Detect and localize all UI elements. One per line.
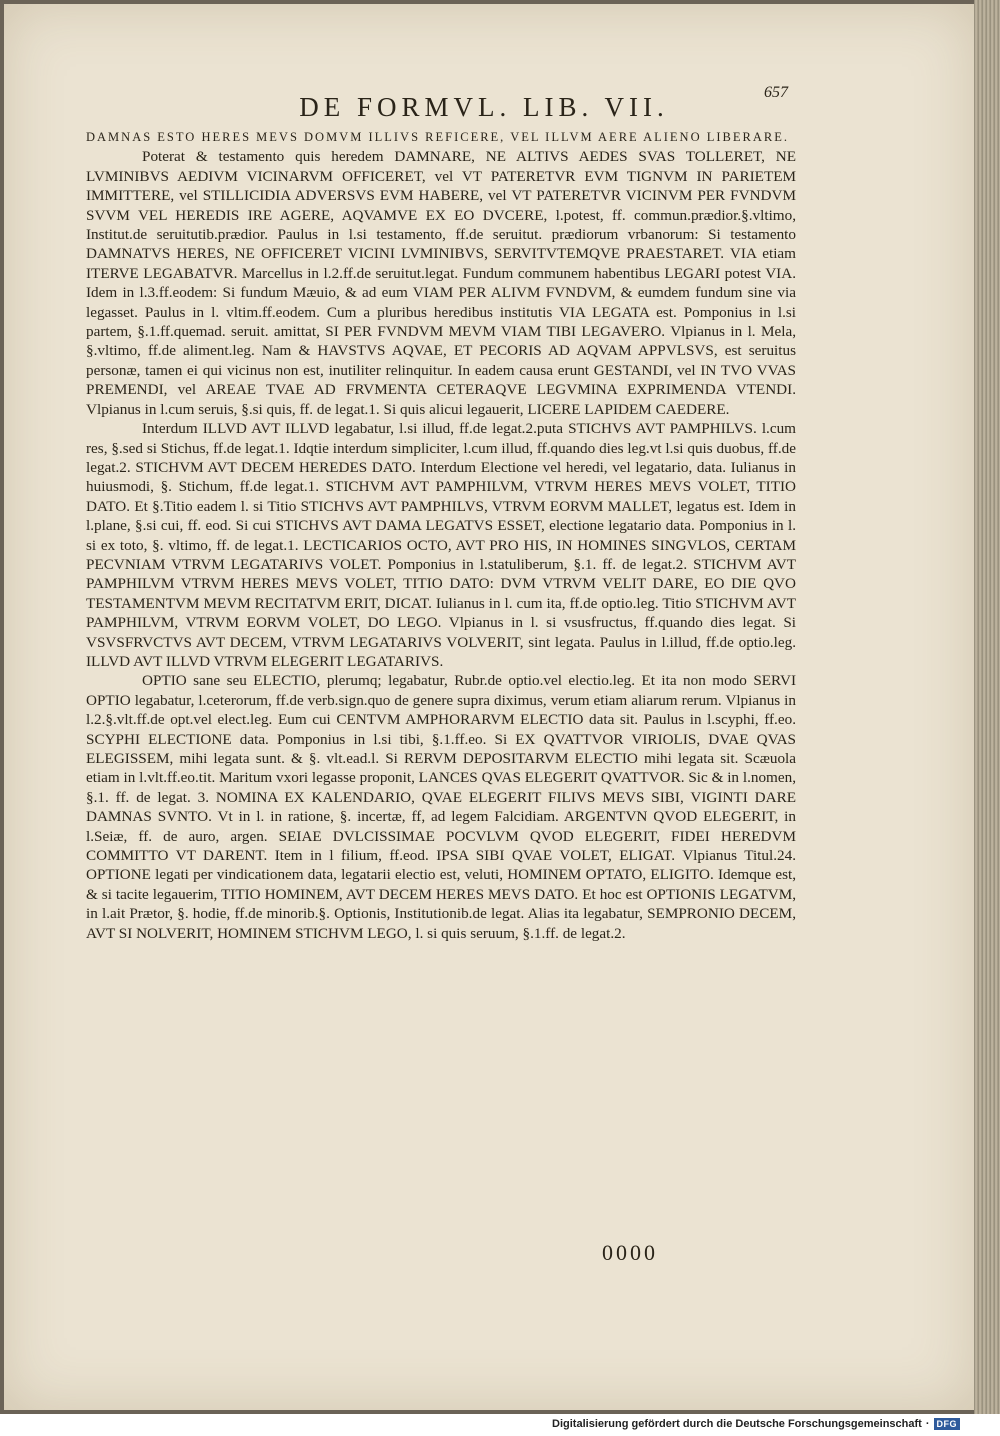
book-fore-edge <box>974 0 1000 1414</box>
dfg-logo: DFG <box>934 1418 961 1430</box>
folio-number: 657 <box>764 84 788 101</box>
digitization-footer: Digitalisierung gefördert durch die Deutsche Forschungsgemeinschaft · DFG <box>552 1418 960 1430</box>
paper-sheet <box>4 4 974 1410</box>
footer-text: Digitalisierung gefördert durch die Deutsche Forschungsgemeinschaft <box>552 1418 922 1430</box>
paragraph-3: Interdum ILLVD AVT ILLVD legabatur, l.si illud, ff.de legat.2.puta STICHVS AVT PAMPHILVS. l.cum res, §.sed si Stichus, ff.de legat.1. Idqtie interdum simpliciter, l.cum illud, ff.quando dies leg.vt l.si quis duobus, ff.de legat.2. STICHVM AVT DECEM HEREDES DATO. Interdum Electione vel heredi, vel legatario, data. Iulianus in huiusmodi, §. Stichum, ff.de legat.1. STICHVM AVT PAMPHILVM, VTRVM HERES MEVS VOLET, TITIO DATO. Et §.Titio eadem l. si Titio STICHVS AVT PAMPHILVS, VTRVM EORVM MALLET, legatus est. Idem in l.plane, §.si cui, ff. eod. Si cui STICHVS AVT DAMA LEGATVS ESSET, electione legatario data. Pomponius in l. si ex toto, §. vltimo, ff. de legat.1. LECTICARIOS OCTO, AVT PRO HIS, IN HOMINES SINGVLOS, CERTAM PECVNIAM VTRVM LEGATARIVS VOLET. Pomponius in l.statuliberum, §.1. ff. de legat.2. STICHVM AVT PAMPHILVM VTRVM HERES MEVS VOLET, TITIO DATO: DVM VTRVM VELIT DARE, EO DIE QVO TESTAMENTVM MEVM RECITATVM ERIT, DICAT. Iulianus in l. cum ita, ff.de optio.leg. Titio STICHVM AVT PAMPHILVM, VTRVM EORVM VOLET, DO LEGO. Vlpianus in l. si vsusfructus, ff.quando dies legat. Si VSVSFRVCTVS AVT DECEM, VTRVM LEGATARIVS VOLVERIT, sint legata. Paulus in l.illud, ff.de optio.leg. ILLVD AVT ILLVD VTRVM ELEGERIT LEGATARIVS. <box>86 420 796 670</box>
paragraph-4: OPTIO sane seu ELECTIO, plerumq; legabatur, Rubr.de optio.vel electio.leg. Et ita non modo SERVI OPTIO legabatur, l.ceterorum, ff.de verb.sign.quo de genere supra diximus, verum etiam aliarum rerum. Vlpianus in l.2.§.vlt.ff.de opt.vel elect.leg. Eum cui CENTVM AMPHORARVM ELECTIO data sit. Paulus in l.scyphi, ff.eo. SCYPHI ELECTIONE data. Pomponius in l.si tibi, §.1.ff.eo. Si EX QVATTVOR VIRIOLIS, DVAE QVAS ELEGISSEM, mihi legata sunt. & §. vlt.ead.l. Si RERVM DEPOSITARVM ELECTIO mihi legata sit. Scæuola etiam in l.vlt.ff.eo.tit. Maritum vxori legasse proponit, LANCES QVAS ELEGERIT QVATTVOR. Sic & in l.nomen, §.1. ff. de legat. 3. NOMINA EX KALENDARIO, QVAE ELEGERIT FILIVS MEVS SIBI, VIGINTI DARE DAMNAS SVNTO. Vt in l. in ratione, §. incertæ, ff, ad legem Falcidiam. ARGENTVN QVOD ELEGERIT, in l.Seiæ, ff. de auro, argen. SEIAE DVLCISSIMAE POCVLVM QVOD ELEGERIT, FIDEI HEREDVM COMMITTO VT DARENT. Item in l filium, ff.eod. IPSA SIBI QVAE VOLET, ELIGAT. Vlpianus Titul.24. OPTIONE legati per vindicationem data, legatarii electio est, veluti, HOMINEM OPTATO, ELIGITO. Idemque est, & si tacite legauerim, TITIO HOMINEM, AVT DECEM HERES MEVS DATO. Et hoc est OPTIONIS LEGATVM, in l.ait Prætor, §. hodie, ff.de minorib.§. Optionis, Institutionib.de legat. Alias ita legabatur, SEMPRONIO DECEM, AVT SI NOLVERIT, HOMINEM STICHVM LEGO, l. si quis seruum, §.1.ff. de legat.2. <box>86 672 796 942</box>
running-head: DE FORMVL. LIB. VII. <box>299 92 669 122</box>
paragraph-1: DAMNAS ESTO HERES MEVS DOMVM ILLIVS REFICERE, VEL ILLVM AERE ALIENO LIBERARE. <box>86 130 789 144</box>
body-text <box>86 128 796 943</box>
paragraph-2: Poterat & testamento quis heredem DAMNARE, NE ALTIVS AEDES SVAS TOLLERET, NE LVMINIBVS AEDIVM VICINARVM OFFICERET, vel VT PATERETVR EVM TIGNVM IN PARIETEM IMMITTERE, vel STILLICIDIA ADVERSVS EVM HABERE, vel VT PATERETVR VICINVM PER FVNDVM SVVM VEL HEREDIS IRE AGERE, AQVAMVE EX EO DVCERE, l.potest, ff. commun.prædior.§.vltimo, Institut.de seruitutib.prædior. Paulus in l.si testamento, ff.de seruitut. prædiorum vrbanorum: Si testamento DAMNATVS HERES, NE OFFICERET VICINI LVMINIBVS, SERVITVTEMQVE PRAESTARET. VIA etiam ITERVE LEGABATVR. Marcellus in l.2.ff.de seruitut.legat. Fundum communem habentibus LEGARI potest VIA. Idem in l.3.ff.eodem: Si fundum Mæuio, & ad eum VIAM PER ALIVM FVNDVM, & eumdem fundum sine via legasset. Paulus in l. vltim.ff.eodem. Cum a pluribus heredibus institutis VIA LEGATA est. Pomponius in l.si partem, §.1.ff.quemad. seruit. amittat, SI PER FVNDVM MEVM VIAM TIBI LEGAVERO. Vlpianus in l. Mela, §.vltimo, ff.de aliment.leg. Nam & HAVSTVS AQVAE, ET PECORIS AD AQVAM APPVLSVS, est seruitus personæ, tamen ei qui vicinus non est, inutiliter relinquitur. In eadem causa erunt GESTANDI, vel IN TVO VVAS PREMENDI, vel AREAE TVAE AD FRVMENTA CETERAQVE LEGVMINA EXPRIMENDA VTENDI. Vlpianus in l.cum seruis, §.si quis, ff. de legat.1. Si quis alicui legauerit, LICERE LAPIDEM CAEDERE. <box>86 148 796 418</box>
signature-mark: 0000 <box>602 1240 658 1265</box>
